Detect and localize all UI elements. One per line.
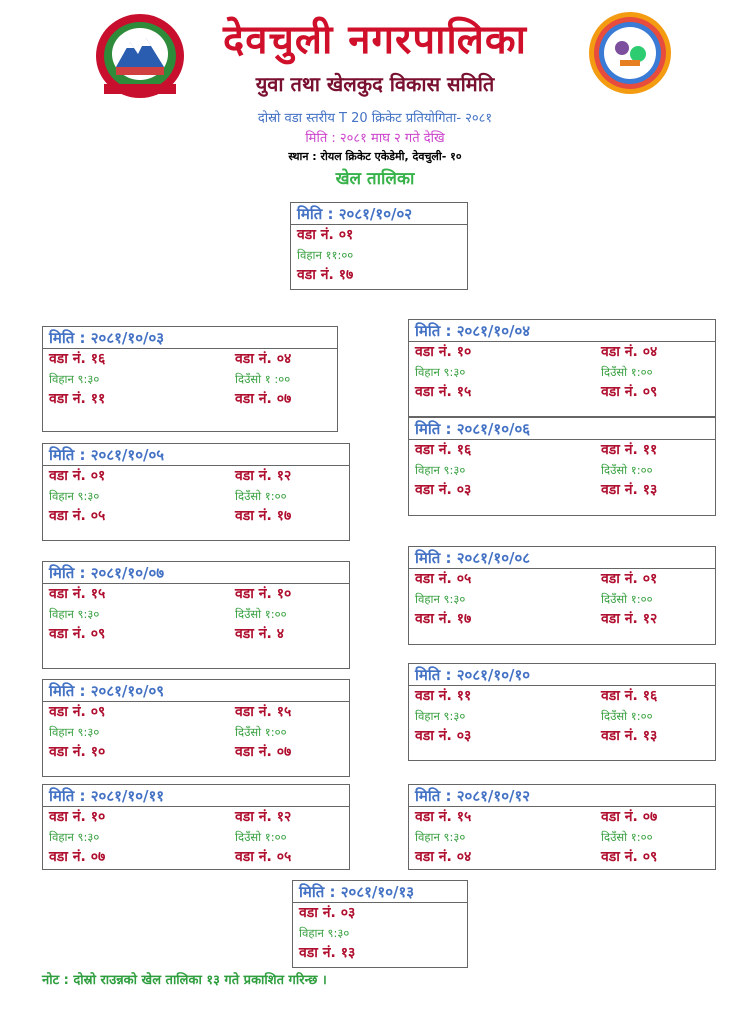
page-subtitle: युवा तथा खेलकुद विकास समिति bbox=[255, 72, 495, 96]
team-b: वडा नं. १३ bbox=[601, 728, 658, 744]
team-b: वडा नं. १२ bbox=[601, 611, 658, 627]
match-time: विहान ९:३० bbox=[49, 372, 100, 386]
team-a: वडा नं. ०९ bbox=[49, 704, 106, 720]
team-b: वडा नं. १३ bbox=[601, 482, 658, 498]
match-time: दिउँसो १ :०० bbox=[235, 372, 291, 386]
team-a: वडा नं. १० bbox=[235, 586, 292, 602]
team-a: वडा नं. ०७ bbox=[601, 809, 658, 825]
team-b: वडा नं. १७ bbox=[297, 267, 354, 283]
team-b: वडा नं. १५ bbox=[415, 384, 472, 400]
match-date: मिति : २०८१/१०/०७ bbox=[43, 562, 349, 584]
team-a: वडा नं. ०४ bbox=[235, 351, 292, 367]
match-date: मिति : २०८१/१०/१२ bbox=[409, 785, 715, 807]
team-b: वडा नं. ४ bbox=[235, 626, 285, 642]
match-time: विहान ९:३० bbox=[415, 709, 466, 723]
team-b: वडा नं. ०७ bbox=[235, 391, 292, 407]
match-date: मिति : २०८१/१०/११ bbox=[43, 785, 349, 807]
team-a: वडा नं. ०१ bbox=[297, 227, 354, 243]
match-date: मिति : २०८१/१०/०२ bbox=[291, 203, 467, 225]
match-box bbox=[292, 880, 468, 968]
match-time: विहान ९:३० bbox=[49, 725, 100, 739]
page-title: देवचुली नगरपालिका bbox=[222, 17, 527, 63]
match-time: विहान ९:३० bbox=[299, 926, 350, 940]
team-a: वडा नं. १२ bbox=[235, 468, 292, 484]
match-box bbox=[42, 326, 338, 432]
match-time: विहान ९:३० bbox=[49, 607, 100, 621]
match-time: दिउँसो १:०० bbox=[235, 607, 287, 621]
match-box bbox=[408, 319, 716, 417]
match-box bbox=[408, 417, 716, 516]
team-b: वडा नं. ०३ bbox=[415, 482, 472, 498]
team-a: वडा नं. ०१ bbox=[49, 468, 106, 484]
team-b: वडा नं. १७ bbox=[235, 508, 292, 524]
match-time: विहान ९:३० bbox=[415, 830, 466, 844]
match-time: विहान ९:३० bbox=[415, 463, 466, 477]
tournament-name: दोस्रो वडा स्तरीय T 20 क्रिकेट प्रतियोगिता- २०८१ bbox=[257, 111, 493, 126]
match-time: विहान ९:३० bbox=[49, 489, 100, 503]
match-box bbox=[408, 546, 716, 645]
match-box bbox=[408, 663, 716, 761]
team-b: वडा नं. ०९ bbox=[601, 384, 658, 400]
team-b: वडा नं. ०७ bbox=[49, 849, 106, 865]
team-a: वडा नं. १६ bbox=[49, 351, 106, 367]
team-b: वडा नं. ०३ bbox=[415, 728, 472, 744]
match-time: दिउँसो १:०० bbox=[601, 709, 653, 723]
match-date: मिति : २०८१/१०/०४ bbox=[409, 320, 715, 342]
match-box bbox=[42, 784, 350, 870]
team-b: वडा नं. १० bbox=[49, 744, 106, 760]
match-time: विहान ९:३० bbox=[415, 592, 466, 606]
match-box bbox=[42, 443, 350, 541]
start-date: मिति : २०८१ माघ २ गते देखि bbox=[305, 131, 445, 146]
match-time: दिउँसो १:०० bbox=[235, 725, 287, 739]
team-a: वडा नं. १५ bbox=[415, 809, 472, 825]
team-a: वडा नं. ०१ bbox=[601, 571, 658, 587]
match-date: मिति : २०८१/१०/०५ bbox=[43, 444, 349, 466]
team-b: वडा नं. १३ bbox=[299, 945, 356, 961]
team-a: वडा नं. १५ bbox=[235, 704, 292, 720]
match-box bbox=[290, 202, 468, 290]
team-b: वडा नं. ०९ bbox=[49, 626, 106, 642]
match-date: मिति : २०८१/१०/०८ bbox=[409, 547, 715, 569]
team-a: वडा नं. ०४ bbox=[601, 344, 658, 360]
match-time: दिउँसो १:०० bbox=[601, 592, 653, 606]
venue: स्थान : रोयल क्रिकेट एकेडेमी, देवचुली- १० bbox=[288, 150, 462, 163]
team-a: वडा नं. ११ bbox=[415, 688, 472, 704]
match-date: मिति : २०८१/१०/०६ bbox=[409, 418, 715, 440]
match-time: दिउँसो १:०० bbox=[601, 463, 653, 477]
schedule-title: खेल तालिका bbox=[335, 169, 415, 189]
match-time: दिउँसो १:०० bbox=[601, 830, 653, 844]
team-a: वडा नं. १६ bbox=[601, 688, 658, 704]
team-a: वडा नं. ०३ bbox=[299, 905, 356, 921]
team-a: वडा नं. १० bbox=[49, 809, 106, 825]
team-a: वडा नं. ११ bbox=[601, 442, 658, 458]
team-b: वडा नं. १७ bbox=[415, 611, 472, 627]
match-box bbox=[42, 679, 350, 777]
team-b: वडा नं. ०७ bbox=[235, 744, 292, 760]
municipality-emblem bbox=[94, 12, 186, 100]
team-a: वडा नं. १२ bbox=[235, 809, 292, 825]
team-b: वडा नं. ०४ bbox=[415, 849, 472, 865]
match-date: मिति : २०८१/१०/०३ bbox=[43, 327, 337, 349]
team-b: वडा नं. ०५ bbox=[49, 508, 106, 524]
match-time: विहान ९:३० bbox=[49, 830, 100, 844]
match-date: मिति : २०८१/१०/०९ bbox=[43, 680, 349, 702]
team-a: वडा नं. १० bbox=[415, 344, 472, 360]
match-time: दिउँसो १:०० bbox=[235, 489, 287, 503]
match-time: दिउँसो १:०० bbox=[601, 365, 653, 379]
team-a: वडा नं. १६ bbox=[415, 442, 472, 458]
team-b: वडा नं. ११ bbox=[49, 391, 106, 407]
team-b: वडा नं. ०९ bbox=[601, 849, 658, 865]
committee-logo bbox=[584, 10, 676, 96]
match-box bbox=[42, 561, 350, 669]
team-a: वडा नं. ०५ bbox=[415, 571, 472, 587]
match-time: विहान ११:०० bbox=[297, 248, 354, 262]
match-box bbox=[408, 784, 716, 870]
footer-note: नोट : दोस्रो राउन्नको खेल तालिका १३ गते प्रकाशित गरिन्छ । bbox=[42, 973, 327, 988]
team-a: वडा नं. १५ bbox=[49, 586, 106, 602]
team-b: वडा नं. ०५ bbox=[235, 849, 292, 865]
match-date: मिति : २०८१/१०/१३ bbox=[293, 881, 467, 903]
match-time: विहान ९:३० bbox=[415, 365, 466, 379]
match-date: मिति : २०८१/१०/१० bbox=[409, 664, 715, 686]
match-time: दिउँसो १:०० bbox=[235, 830, 287, 844]
